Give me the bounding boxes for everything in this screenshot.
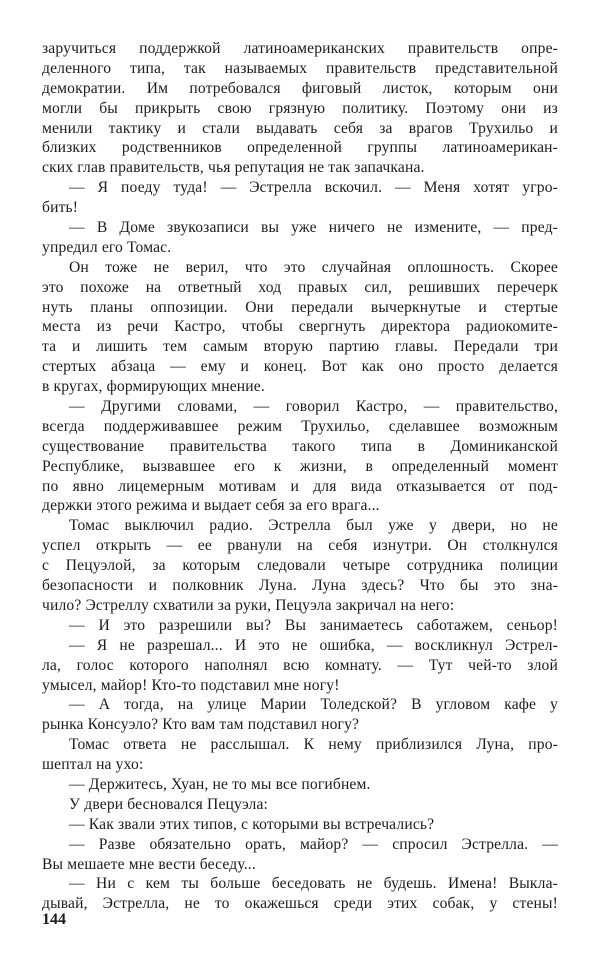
paragraph	[42, 795, 558, 815]
text-line: — Другими словами, — говорил Кастро, — правительство,	[69, 398, 558, 416]
text-line: успел открыть — ее рванули на себя изнутри. Он столкнулся	[42, 537, 558, 555]
text-line: нуть планы оппозиции. Они передали вычеркнутые и стертые	[42, 298, 558, 316]
text-line: менили тактику и стали выдавать себя за врагов Трухильо и	[42, 119, 558, 137]
text-line: демократии. Им потребовался фиговый листок, которым они	[42, 79, 558, 97]
text-line: — Я поеду туда! — Эстрелла вскочил. — Меня хотят угро-	[69, 179, 558, 197]
paragraph	[42, 516, 558, 615]
text-line: по явно лицемерным мотивам и для вида отказывается от под-	[42, 477, 558, 495]
paragraph	[42, 775, 558, 795]
text-line: дывай, Эстрелла, не то окажешься среди этих собак, у стены!	[42, 895, 558, 913]
paragraph	[42, 636, 558, 696]
text-line: существование правительства такого типа в Доминиканской	[42, 437, 558, 455]
text-line: — В Доме звукозаписи вы уже ничего не измените, — пред-	[69, 219, 558, 237]
text-line: Республике, вызвавшее его к жизни, в определенный момент	[42, 457, 558, 475]
text-line: — Я не разрешал... И это не ошибка, — воскликнул Эстрел-	[69, 636, 558, 654]
text-line: та и лишить тем самым вторую партию главы. Передали три	[42, 338, 558, 356]
text-line: умысел, майор! Кто-то подставил мне ногу!	[42, 676, 340, 694]
text-line: — Разве обязательно орать, майор? — спросил Эстрелла. —	[69, 835, 558, 853]
text-line: безопасности и полковник Луна. Луна здесь? Что бы это зна-	[42, 577, 558, 595]
text-line: это похоже на ответный ход правых сил, решивших перечерк	[42, 278, 558, 296]
text-line: Вы мешаете мне вести беседу...	[42, 855, 256, 873]
paragraph	[42, 39, 558, 178]
text-line: всегда поддерживавшее режим Трухильо, сделавшее возможным	[42, 417, 558, 435]
text-line: чило? Эстреллу схватили за руки, Пецуэла закричал на него:	[42, 596, 455, 614]
paragraph	[42, 397, 558, 516]
text-line: бить!	[42, 199, 79, 217]
paragraph	[42, 815, 558, 835]
paragraph	[42, 178, 558, 218]
text-line: — Как звали этих типов, с которыми вы встречались?	[69, 815, 435, 833]
text-line: деленного типа, так называемых правительств представительной	[42, 59, 558, 77]
text-line: близких родственников определенной группы латиноамерикан-	[42, 139, 558, 157]
text-line: — И это разрешили вы? Вы занимаетесь саботажем, сеньор!	[69, 616, 558, 634]
text-line: рынка Консуэло? Кто вам там подставил ногу?	[42, 716, 360, 734]
text-line: Томас выключил радио. Эстрелла был уже у двери, но не	[69, 517, 558, 535]
text-line: стертых абзаца — ему и конец. Вот как оно просто делается	[42, 358, 558, 376]
paragraph	[42, 695, 558, 735]
paragraph	[42, 218, 558, 258]
text-line: держки этого режима и выдает себя за его врага...	[42, 497, 380, 515]
text-line: — Держитесь, Хуан, не то мы все погибнем.	[69, 775, 371, 793]
text-line: шептал на ухо:	[42, 756, 144, 774]
paragraph	[42, 258, 558, 397]
text-line: могли бы прикрыть свою грязную политику. Поэтому они из	[42, 99, 558, 117]
text-line: — Ни с кем ты больше беседовать не будешь. Имена! Выкла-	[69, 875, 558, 893]
text-line: ских глав правительств, чья репутация не так запачкана.	[42, 159, 425, 177]
paragraph	[42, 874, 558, 914]
text-line: заручиться поддержкой латиноамериканских правительств опре-	[42, 40, 558, 57]
text-line: в кругах, формирующих мнение.	[42, 378, 265, 396]
text-line: с Пецуэлой, за которым следовали четыре сотрудника полиции	[42, 557, 558, 575]
page-body-text	[42, 39, 558, 914]
paragraph	[42, 616, 558, 636]
text-line: — А тогда, на улице Марии Толедской? В угловом кафе у	[69, 696, 558, 714]
paragraph	[42, 835, 558, 875]
text-line: места из речи Кастро, чтобы свергнуть директора радиокомите-	[42, 318, 558, 336]
text-line: Он тоже не верил, что это случайная оплошность. Скорее	[69, 258, 558, 276]
paragraph	[42, 735, 558, 775]
text-line: упредил его Томас.	[42, 238, 172, 256]
text-line: Томас ответа не расслышал. К нему приблизился Луна, про-	[69, 736, 558, 754]
text-line: У двери бесновался Пецуэла:	[69, 795, 269, 813]
text-line: ла, голос которого наполнял всю комнату. — Тут чей-то злой	[42, 656, 558, 674]
page-number: 144	[42, 911, 66, 928]
